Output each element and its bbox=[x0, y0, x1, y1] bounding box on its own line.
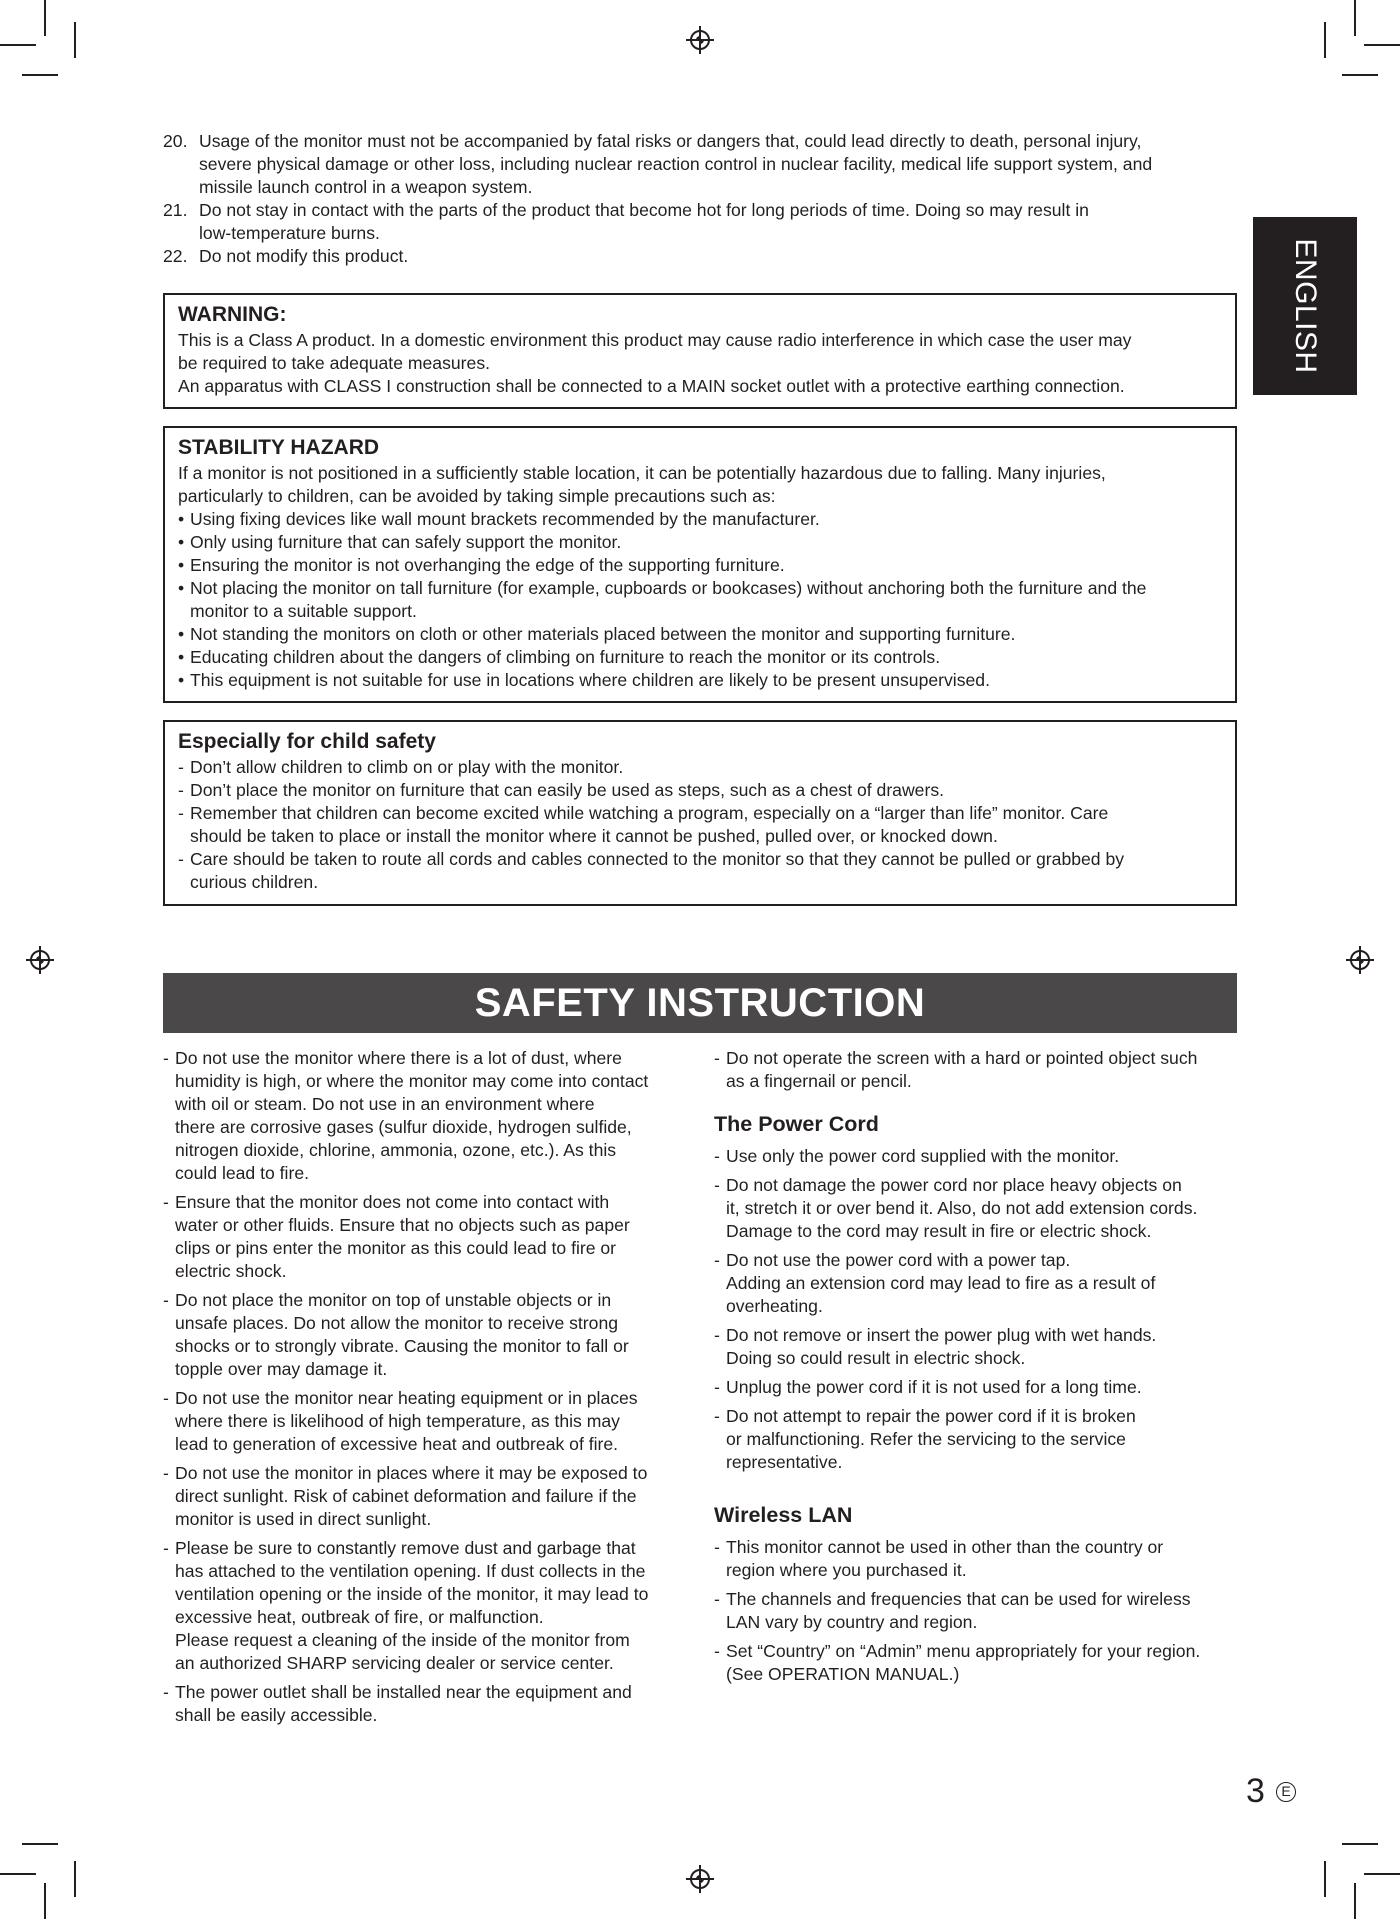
safety-item-line: Please be sure to constantly remove dust and garbage that bbox=[175, 1538, 636, 1558]
child-safety-line: Remember that children can become excited while watching a program, especially on a “larger than life” monitor. Care bbox=[190, 803, 1109, 823]
item-text-line: Do not stay in contact with the parts of the product that become hot for long periods of time. Doing so may result in bbox=[199, 200, 1089, 220]
registration-mark-top bbox=[690, 30, 710, 50]
dash-marker: - bbox=[163, 1463, 169, 1483]
power-cord-item-line: Adding an extension cord may lead to fire as a result of bbox=[726, 1273, 1156, 1293]
power-cord-item-text bbox=[726, 1376, 1142, 1399]
registration-mark-right bbox=[1350, 950, 1370, 970]
bullet-text-line: Ensuring the monitor is not overhanging the edge of the supporting furniture. bbox=[190, 555, 785, 575]
bullet-text bbox=[190, 554, 785, 577]
safety-item-line: Do not use the monitor near heating equipment or in places bbox=[175, 1388, 638, 1408]
power-cord-item bbox=[714, 1174, 1246, 1243]
power-cord-item bbox=[714, 1376, 1246, 1399]
item-text bbox=[199, 245, 408, 268]
stability-bullet-item bbox=[178, 646, 1222, 669]
power-cord-item-line: Use only the power cord supplied with the monitor. bbox=[726, 1146, 1120, 1166]
language-tab bbox=[1253, 217, 1357, 395]
registration-mark-left bbox=[30, 950, 50, 970]
safety-item-line: excessive heat, outbreak of fire, or malfunction. bbox=[175, 1607, 544, 1627]
dash-marker: - bbox=[163, 1538, 169, 1558]
item-text-line: severe physical damage or other loss, including nuclear reaction control in nuclear facility, medical life support system, and bbox=[199, 154, 1153, 174]
wireless-item-text bbox=[726, 1640, 1200, 1686]
power-cord-item-text bbox=[726, 1249, 1155, 1318]
bullet-marker: • bbox=[178, 670, 185, 690]
power-cord-item-line: overheating. bbox=[726, 1296, 823, 1316]
item-text-line: Usage of the monitor must not be accompanied by fatal risks or dangers that, could lead directly to death, personal injury, bbox=[199, 131, 1142, 151]
safety-item-line: could lead to fire. bbox=[175, 1163, 309, 1183]
wireless-item bbox=[714, 1640, 1246, 1686]
safety-item-line: has attached to the ventilation opening. If dust collects in the bbox=[175, 1561, 646, 1581]
numbered-list bbox=[163, 130, 1243, 268]
safety-item-line: an authorized SHARP servicing dealer or service center. bbox=[175, 1653, 614, 1673]
safety-item-line: shall be easily accessible. bbox=[175, 1705, 378, 1725]
child-safety-box bbox=[163, 720, 1237, 906]
dash-marker: - bbox=[714, 1406, 720, 1426]
wireless-item-line: The channels and frequencies that can be used for wireless bbox=[726, 1589, 1191, 1609]
child-safety-text bbox=[190, 756, 623, 779]
bullet-text bbox=[190, 623, 1015, 646]
safety-item-line: topple over may damage it. bbox=[175, 1359, 388, 1379]
stability-intro-line: particularly to children, can be avoided by taking simple precautions such as: bbox=[178, 486, 776, 506]
safety-item-line: ventilation opening or the inside of the monitor, it may lead to bbox=[175, 1584, 649, 1604]
child-safety-line: Care should be taken to route all cords and cables connected to the monitor so that they cannot be pulled or grabbed by bbox=[190, 849, 1125, 869]
child-safety-text bbox=[190, 802, 1108, 848]
bullet-marker: • bbox=[178, 532, 185, 552]
item-number: 21. bbox=[163, 200, 188, 220]
item-number: 20. bbox=[163, 131, 188, 151]
left-column bbox=[163, 1047, 689, 1733]
child-safety-line: should be taken to place or install the monitor where it cannot be pushed, pulled over, or knocked down. bbox=[190, 826, 998, 846]
stability-bullet-item bbox=[178, 669, 1222, 692]
wireless-item-line: LAN vary by country and region. bbox=[726, 1612, 978, 1632]
power-cord-item bbox=[714, 1145, 1246, 1168]
child-safety-line: curious children. bbox=[190, 872, 319, 892]
warning-line: This is a Class A product. In a domestic environment this product may cause radio interference in which case the user may bbox=[178, 330, 1132, 350]
warning-text bbox=[178, 329, 1222, 398]
warning-box bbox=[163, 293, 1237, 409]
stability-bullet-item bbox=[178, 623, 1222, 646]
safety-item-line: unsafe places. Do not allow the monitor to receive strong bbox=[175, 1313, 619, 1333]
numbered-item bbox=[163, 199, 1243, 245]
safety-item-line: Please request a cleaning of the inside of the monitor from bbox=[175, 1630, 630, 1650]
dash-marker: - bbox=[714, 1048, 720, 1068]
safety-item-text bbox=[175, 1191, 630, 1283]
safety-item-text bbox=[726, 1047, 1197, 1093]
wireless-item-line: This monitor cannot be used in other than the country or bbox=[726, 1537, 1164, 1557]
dash-marker: - bbox=[714, 1377, 720, 1397]
page-number: 3 bbox=[1246, 1772, 1265, 1810]
safety-item-line: The power outlet shall be installed near the equipment and bbox=[175, 1682, 632, 1702]
numbered-item bbox=[163, 245, 1243, 268]
dash-marker: - bbox=[714, 1589, 720, 1609]
power-cord-item-text bbox=[726, 1324, 1156, 1370]
bullet-marker: • bbox=[178, 647, 185, 667]
dash-marker: - bbox=[163, 1388, 169, 1408]
dash-marker: - bbox=[163, 1290, 169, 1310]
bullet-text bbox=[190, 508, 820, 531]
item-text-line: Do not modify this product. bbox=[199, 246, 409, 266]
stability-hazard-title: STABILITY HAZARD bbox=[178, 436, 380, 459]
safety-item-line: there are corrosive gases (sulfur dioxide, hydrogen sulfide, bbox=[175, 1117, 632, 1137]
safety-item-text bbox=[175, 1537, 648, 1675]
child-safety-item bbox=[178, 848, 1222, 894]
power-cord-item-line: or malfunctioning. Refer the servicing to the service bbox=[726, 1429, 1126, 1449]
wireless-item-line: region where you purchased it. bbox=[726, 1560, 967, 1580]
power-cord-list bbox=[714, 1145, 1246, 1474]
wireless-lan-list bbox=[714, 1536, 1246, 1686]
safety-item-line: nitrogen dioxide, chlorine, ammonia, ozone, etc.). As this bbox=[175, 1140, 617, 1160]
bullet-text-line: Only using furniture that can safely support the monitor. bbox=[190, 532, 622, 552]
safety-item-text bbox=[175, 1289, 629, 1381]
wireless-item-line: Set “Country” on “Admin” menu appropriately for your region. bbox=[726, 1641, 1201, 1661]
item-text bbox=[199, 199, 1089, 245]
power-cord-title: The Power Cord bbox=[714, 1112, 879, 1136]
safety-item-line: Ensure that the monitor does not come into contact with bbox=[175, 1192, 610, 1212]
dash-marker: - bbox=[163, 1682, 169, 1702]
stability-bullet-item bbox=[178, 554, 1222, 577]
stability-intro-line: If a monitor is not positioned in a sufficiently stable location, it can be potentially hazardous due to falling. Many injuries, bbox=[178, 463, 1106, 483]
safety-item-text bbox=[175, 1387, 638, 1456]
wireless-item-text bbox=[726, 1588, 1191, 1634]
safety-item-line: humidity is high, or where the monitor may come into contact bbox=[175, 1071, 649, 1091]
power-cord-item-line: Do not remove or insert the power plug with wet hands. bbox=[726, 1325, 1157, 1345]
dash-marker: - bbox=[714, 1175, 720, 1195]
safety-item-line: Do not place the monitor on top of unstable objects or in bbox=[175, 1290, 612, 1310]
power-cord-item-text bbox=[726, 1145, 1119, 1168]
warning-line: be required to take adequate measures. bbox=[178, 353, 491, 373]
wireless-lan-title: Wireless LAN bbox=[714, 1503, 853, 1527]
bullet-text-line: monitor to a suitable support. bbox=[190, 601, 417, 621]
safety-item bbox=[163, 1681, 689, 1727]
safety-item-line: electric shock. bbox=[175, 1261, 287, 1281]
wireless-item-line: (See OPERATION MANUAL.) bbox=[726, 1664, 960, 1684]
registration-mark-bottom bbox=[690, 1869, 710, 1889]
power-cord-item-text bbox=[726, 1174, 1197, 1243]
safety-instruction-banner: SAFETY INSTRUCTION bbox=[163, 973, 1237, 1033]
wireless-item bbox=[714, 1536, 1246, 1582]
dash-marker: - bbox=[178, 849, 184, 869]
safety-item-text bbox=[175, 1462, 647, 1531]
power-cord-item bbox=[714, 1405, 1246, 1474]
power-cord-item-line: it, stretch it or over bend it. Also, do not add extension cords. bbox=[726, 1198, 1198, 1218]
power-cord-item bbox=[714, 1249, 1246, 1318]
stability-hazard-intro bbox=[178, 462, 1222, 508]
safety-item bbox=[163, 1191, 689, 1283]
bullet-marker: • bbox=[178, 624, 185, 644]
right-first-list bbox=[714, 1047, 1246, 1093]
child-safety-list bbox=[178, 756, 1222, 894]
safety-item bbox=[163, 1537, 689, 1675]
dash-marker: - bbox=[178, 780, 184, 800]
power-cord-item-line: Unplug the power cord if it is not used for a long time. bbox=[726, 1377, 1142, 1397]
bullet-text bbox=[190, 531, 621, 554]
safety-item bbox=[714, 1047, 1246, 1093]
bullet-text bbox=[190, 669, 990, 692]
item-text-line: low-temperature burns. bbox=[199, 223, 380, 243]
item-number: 22. bbox=[163, 246, 188, 266]
safety-item-line: shocks or to strongly vibrate. Causing the monitor to fall or bbox=[175, 1336, 629, 1356]
power-cord-item-line: Do not damage the power cord nor place heavy objects on bbox=[726, 1175, 1182, 1195]
bullet-text bbox=[190, 577, 1146, 623]
bullet-text-line: This equipment is not suitable for use in locations where children are likely to be present unsupervised. bbox=[190, 670, 990, 690]
safety-item-line: Do not use the monitor in places where it may be exposed to bbox=[175, 1463, 648, 1483]
child-safety-item bbox=[178, 802, 1222, 848]
dash-marker: - bbox=[714, 1537, 720, 1557]
safety-item bbox=[163, 1047, 689, 1185]
language-tab-label: ENGLISH bbox=[1289, 238, 1322, 374]
bullet-marker: • bbox=[178, 555, 185, 575]
power-cord-item-line: Do not use the power cord with a power tap. bbox=[726, 1250, 1071, 1270]
safety-item-line: where there is likelihood of high temperature, as this may bbox=[175, 1411, 620, 1431]
child-safety-line: Don’t allow children to climb on or play with the monitor. bbox=[190, 757, 624, 777]
dash-marker: - bbox=[163, 1048, 169, 1068]
safety-item-line: water or other fluids. Ensure that no objects such as paper bbox=[175, 1215, 630, 1235]
safety-item-line: Do not operate the screen with a hard or pointed object such bbox=[726, 1048, 1198, 1068]
bullet-text bbox=[190, 646, 940, 669]
child-safety-text bbox=[190, 848, 1124, 894]
bullet-marker: • bbox=[178, 578, 185, 598]
power-cord-item-text bbox=[726, 1405, 1136, 1474]
bullet-text-line: Not standing the monitors on cloth or other materials placed between the monitor and supporting furniture. bbox=[190, 624, 1016, 644]
safety-item-line: direct sunlight. Risk of cabinet deformation and failure if the bbox=[175, 1486, 637, 1506]
dash-marker: - bbox=[714, 1641, 720, 1661]
power-cord-item bbox=[714, 1324, 1246, 1370]
bullet-marker: • bbox=[178, 509, 185, 529]
dash-marker: - bbox=[178, 803, 184, 823]
safety-item-line: clips or pins enter the monitor as this could lead to fire or bbox=[175, 1238, 617, 1258]
page-language-mark: E bbox=[1276, 1782, 1296, 1802]
safety-item-line: as a fingernail or pencil. bbox=[726, 1071, 912, 1091]
right-column bbox=[714, 1047, 1246, 1692]
wireless-item bbox=[714, 1588, 1246, 1634]
stability-bullet-item bbox=[178, 508, 1222, 531]
bullet-text-line: Using fixing devices like wall mount brackets recommended by the manufacturer. bbox=[190, 509, 820, 529]
numbered-item bbox=[163, 130, 1243, 199]
dash-marker: - bbox=[178, 757, 184, 777]
power-cord-item-line: representative. bbox=[726, 1452, 843, 1472]
power-cord-item-line: Doing so could result in electric shock. bbox=[726, 1348, 1026, 1368]
stability-hazard-list bbox=[178, 508, 1222, 692]
safety-item-line: Do not use the monitor where there is a lot of dust, where bbox=[175, 1048, 622, 1068]
item-text bbox=[199, 130, 1152, 199]
stability-bullet-item bbox=[178, 577, 1222, 623]
dash-marker: - bbox=[163, 1192, 169, 1212]
item-text-line: missile launch control in a weapon system. bbox=[199, 177, 533, 197]
bullet-text-line: Not placing the monitor on tall furniture (for example, cupboards or bookcases) without anchoring both the furniture and the bbox=[190, 578, 1147, 598]
safety-item-line: lead to generation of excessive heat and outbreak of fire. bbox=[175, 1434, 619, 1454]
bullet-text-line: Educating children about the dangers of climbing on furniture to reach the monitor or its controls. bbox=[190, 647, 941, 667]
warning-line: An apparatus with CLASS I construction shall be connected to a MAIN socket outlet with a protective earthing connection. bbox=[178, 376, 1125, 396]
dash-marker: - bbox=[714, 1250, 720, 1270]
warning-title: WARNING: bbox=[178, 303, 287, 326]
child-safety-item bbox=[178, 756, 1222, 779]
safety-item-line: with oil or steam. Do not use in an environment where bbox=[175, 1094, 595, 1114]
child-safety-line: Don’t place the monitor on furniture that can easily be used as steps, such as a chest of drawers. bbox=[190, 780, 945, 800]
child-safety-title: Especially for child safety bbox=[178, 730, 436, 753]
wireless-item-text bbox=[726, 1536, 1163, 1582]
child-safety-text bbox=[190, 779, 944, 802]
stability-bullet-item bbox=[178, 531, 1222, 554]
stability-hazard-box bbox=[163, 426, 1237, 703]
safety-item bbox=[163, 1462, 689, 1531]
safety-item bbox=[163, 1387, 689, 1456]
safety-item bbox=[163, 1289, 689, 1381]
safety-item-line: monitor is used in direct sunlight. bbox=[175, 1509, 432, 1529]
safety-item-text bbox=[175, 1681, 632, 1727]
power-cord-item-line: Damage to the cord may result in fire or electric shock. bbox=[726, 1221, 1152, 1241]
dash-marker: - bbox=[714, 1146, 720, 1166]
child-safety-item bbox=[178, 779, 1222, 802]
power-cord-item-line: Do not attempt to repair the power cord if it is broken bbox=[726, 1406, 1136, 1426]
dash-marker: - bbox=[714, 1325, 720, 1345]
safety-item-text bbox=[175, 1047, 648, 1185]
